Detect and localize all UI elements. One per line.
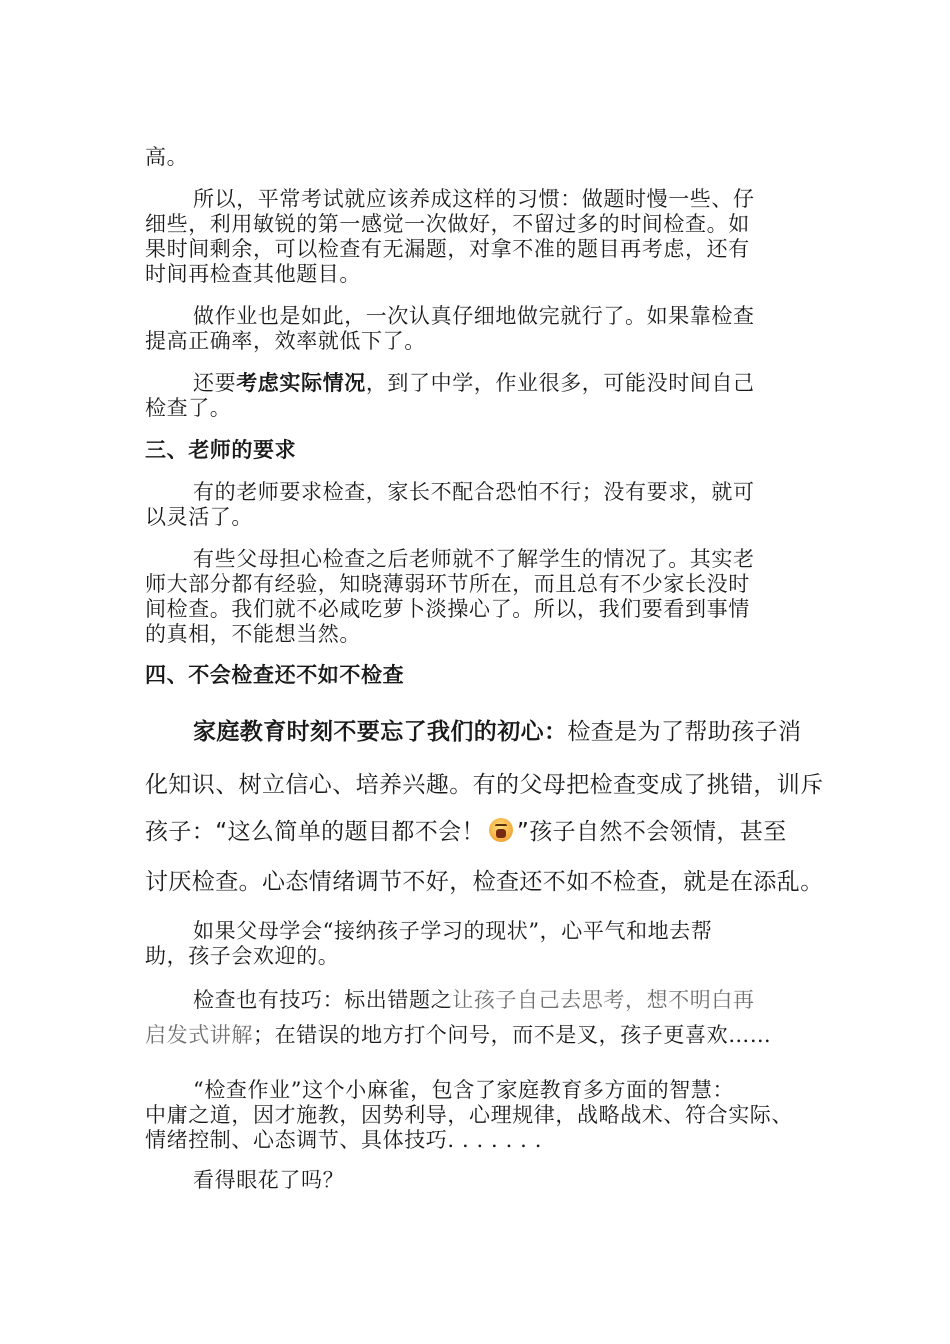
paragraph-line: 有些父母担心检查之后老师就不了解学生的情况了。其实老	[193, 547, 755, 571]
section-heading: 四、不会检查还不如不检查	[145, 663, 405, 687]
paragraph-line: 助，孩子会欢迎的。	[145, 944, 340, 968]
paragraph-line	[193, 984, 855, 1014]
paragraph-line: 中庸之道，因才施教，因势利导，心理规律，战略战术、符合实际、	[145, 1103, 793, 1127]
bold-phrase: 家庭教育时刻不要忘了我们的初心：	[193, 719, 568, 745]
paragraph-line: 提高正确率，效率就低下了。	[145, 329, 426, 353]
paragraph-line: 师大部分都有经验，知晓薄弱环节所在，而且总有不少家长没时	[145, 572, 750, 596]
paragraph-line: 有的老师要求检查，家长不配合恐怕不行；没有要求，就可	[193, 480, 755, 504]
paragraph-line: 看得眼花了吗？	[193, 1168, 345, 1192]
text-run: ；在错误的地方打个问号，而不是叉，孩子更喜欢……	[253, 1023, 772, 1047]
section-heading: 三、老师的要求	[145, 438, 297, 462]
paragraph-line: 间检查。我们就不必咸吃萝卜淡操心了。所以，我们要看到事情	[145, 597, 750, 621]
paragraph-line: 检查了。	[145, 396, 232, 420]
paragraph-line: 时间再检查其他题目。	[145, 262, 361, 286]
text-run: ”孩子自然不会领情，甚至	[516, 819, 787, 845]
screaming-face-icon	[489, 818, 513, 842]
paragraph-line: 化知识、树立信心、培养兴趣。有的父母把检查变成了挑错，训斥	[145, 772, 824, 798]
text-run: ，到了中学，作业很多，可能没时间自己	[365, 371, 755, 395]
text-run: 检查也有技巧：标出错题之	[193, 988, 453, 1012]
paragraph-line	[145, 813, 807, 846]
text-run: 还要	[193, 371, 237, 395]
text-run: 孩子：“这么简单的题目都不会！	[145, 819, 485, 845]
grey-text-run: 启发式讲解	[145, 1023, 253, 1047]
paragraph-line: 果时间剩余，可以检查有无漏题，对拿不准的题目再考虑，还有	[145, 237, 750, 261]
bold-phrase: 考虑实际情况	[236, 371, 366, 395]
paragraph-line: 讨厌检查。心态情绪调节不好，检查还不如不检查，就是在添乱。	[145, 869, 824, 895]
paragraph-line: 情绪控制、心态调节、具体技巧. . . . . . .	[145, 1128, 542, 1152]
paragraph-line	[145, 1019, 807, 1049]
paragraph-line	[193, 713, 855, 746]
text-run: 检查是为了帮助孩子消	[567, 719, 802, 745]
grey-text-run: 让孩子自己去思考，想不明白再	[452, 988, 755, 1012]
paragraph-line: 所以，平常考试就应该养成这样的习惯：做题时慢一些、仔	[193, 187, 755, 211]
paragraph-line: 以灵活了。	[145, 505, 253, 529]
paragraph-line: 细些，利用敏锐的第一感觉一次做好，不留过多的时间检查。如	[145, 212, 750, 236]
paragraph-line: 如果父母学会“接纳孩子学习的现状”，心平气和地去帮	[193, 919, 713, 943]
paragraph-line: 高。	[145, 145, 189, 169]
paragraph-line: 做作业也是如此，一次认真仔细地做完就行了。如果靠检查	[193, 304, 755, 328]
paragraph-line: “检查作业”这个小麻雀，包含了家庭教育多方面的智慧：	[193, 1078, 735, 1102]
paragraph-line: 的真相，不能想当然。	[145, 622, 361, 646]
